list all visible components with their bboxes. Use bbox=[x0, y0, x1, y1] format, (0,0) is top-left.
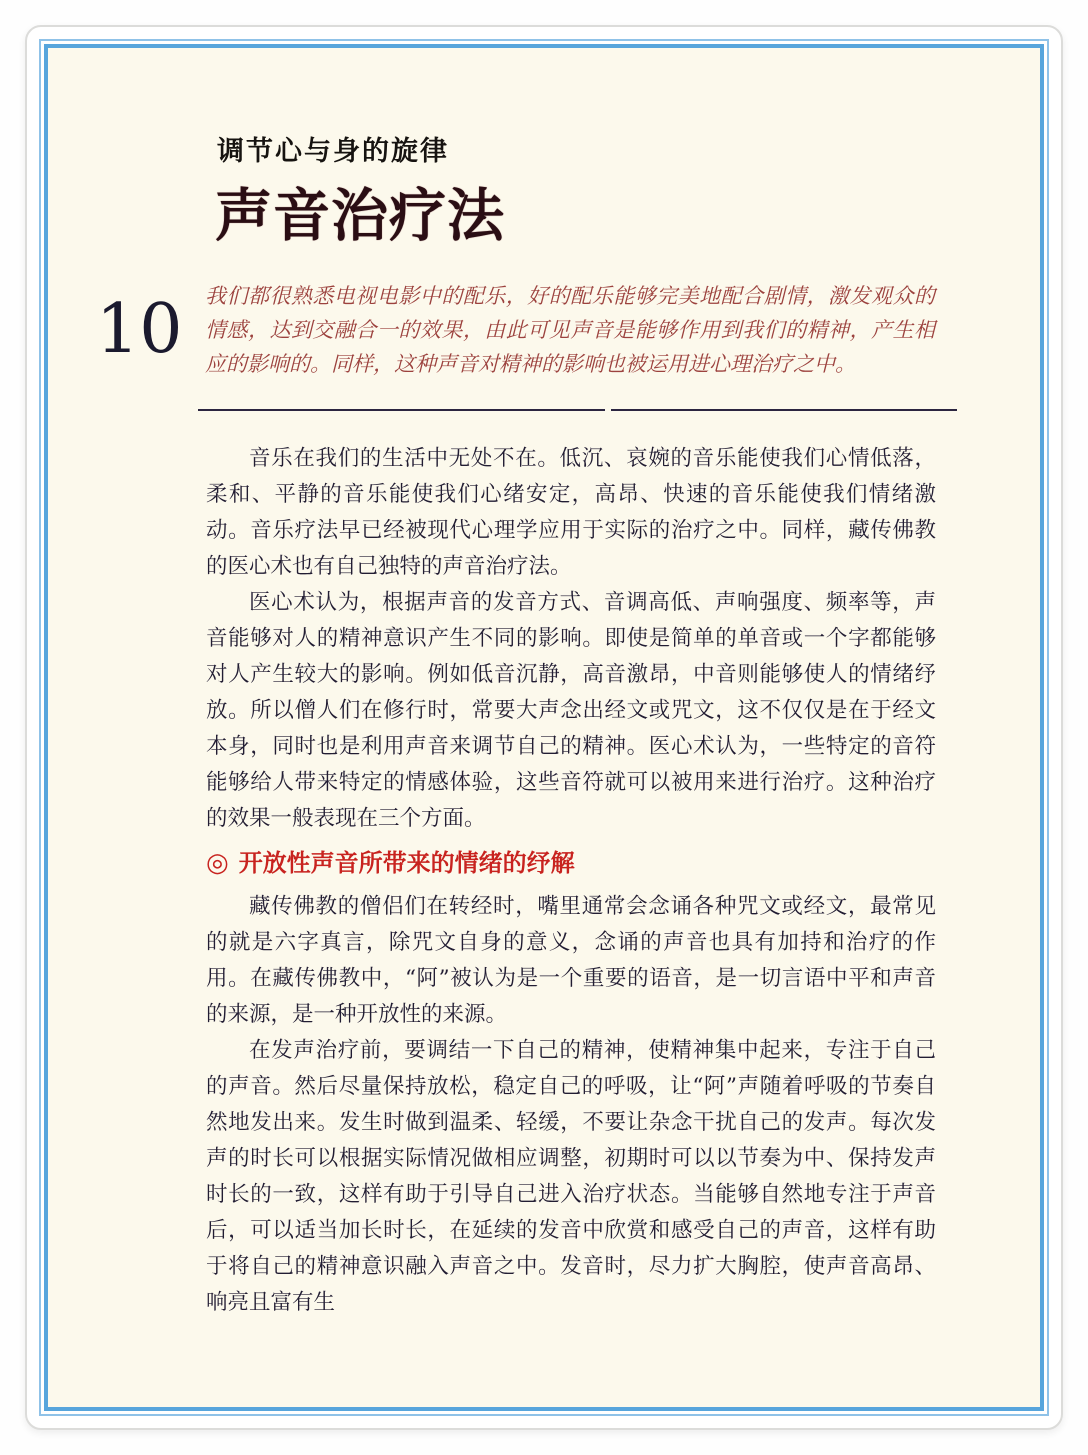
paragraph: 医心术认为，根据声音的发音方式、音调高低、声响强度、频率等，声音能够对人的精神意识产生不同的影响。即使是简单的单音或一个字都能够对人产生较大的影响。例如低音沉静，高音激昂，中音则能够使人的情绪纾放。所以僧人们在修行时，常要大声念出经文或咒文，这不仅仅是在于经文本身，同时也是利用声音来调节自己的精神。医心术认为，一些特定的音符能够给人带来特定的情感体验，这些音符就可以被用来进行治疗。这种治疗的效果一般表现在三个方面。 bbox=[206, 590, 936, 831]
body-text bbox=[206, 441, 936, 1321]
chapter-subtitle: 调节心与身的旋律 bbox=[217, 136, 449, 167]
section-heading bbox=[206, 846, 936, 881]
intro-paragraph: 我们都很熟悉电视电影中的配乐，好的配乐能够完美地配合剧情，激发观众的情感，达到交融合一的效果，由此可见声音是能够作用到我们的精神，产生相应的影响的。同样，这种声音对精神的影响也被运用进心理治疗之中。 bbox=[205, 284, 935, 376]
double-circle-bullet-icon: ◎ bbox=[206, 848, 229, 878]
section-heading-label: 开放性声音所带来的情绪的纾解 bbox=[238, 849, 575, 877]
paragraph: 在发声治疗前，要调结一下自己的精神，使精神集中起来，专注于自己的声音。然后尽量保持放松，稳定自己的呼吸，让“阿”声随着呼吸的节奏自然地发出来。发生时做到温柔、轻缓，不要让杂念干扰自己的发声。每次发声的时长可以根据实际情况做相应调整，初期时可以以节奏为中、保持发声时长的一致，这样有助于引导自己进入治疗状态。当能够自然地专注于声音后，可以适当加长时长，在延续的发音中欣赏和感受自己的声音，这样有助于将自己的精神意识融入声音之中。发音时，尽力扩大胸腔，使声音高昂、响亮且富有生 bbox=[206, 1038, 936, 1315]
page-title: 声音治疗法 bbox=[215, 182, 505, 249]
divider-rule bbox=[198, 409, 957, 411]
paragraph: 藏传佛教的僧侣们在转经时，嘴里通常会念诵各种咒文或经文，最常见的就是六字真言，除咒文自身的意义，念诵的声音也具有加持和治疗的作用。在藏传佛教中，“阿”被认为是一个重要的语音，是一切言语中平和声音的来源，是一种开放性的来源。 bbox=[206, 894, 936, 1027]
chapter-number: 10 bbox=[96, 290, 183, 369]
paragraph: 音乐在我们的生活中无处不在。低沉、哀婉的音乐能使我们心情低落，柔和、平静的音乐能使我们心绪安定，高昂、快速的音乐能使我们情绪激动。音乐疗法早已经被现代心理学应用于实际的治疗之中。同样，藏传佛教的医心术也有自己独特的声音治疗法。 bbox=[206, 446, 936, 579]
